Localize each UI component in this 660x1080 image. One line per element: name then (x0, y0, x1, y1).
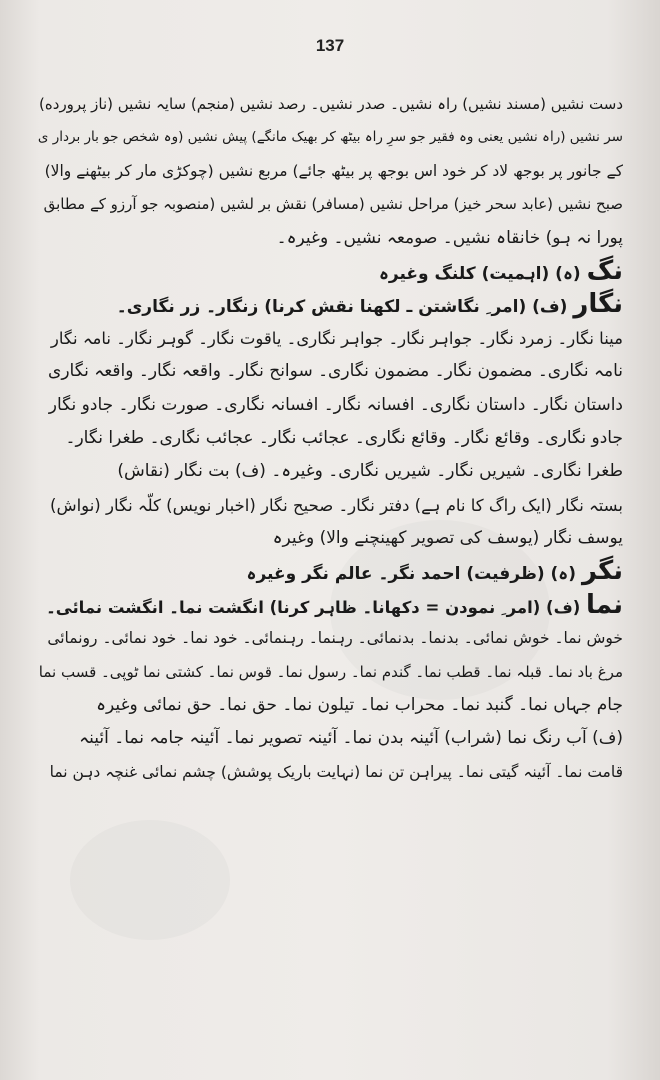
line-text: (ہ) (اہمیت) کلنگ وغیرہ (378, 263, 587, 284)
line-text: قامت نما۔ آئینہ گیتی نما۔ پیراہن تن نما (نہایت باریک پوشش) چشم نمائی غنچہ دہن نما (49, 762, 623, 781)
line-text: خوش نما۔ خوش نمائی۔ بدنما۔ بدنمائی۔ رہنما۔ رہنمائی۔ خود نما۔ خود نمائی۔ رونمائی (47, 629, 623, 648)
headword: نما (586, 589, 623, 620)
line-text: یوسف نگار (یوسف کی تصویر کھینچنے والا) وغیرہ (272, 528, 623, 549)
text-line (38, 355, 623, 388)
text-line (38, 689, 623, 722)
line-text: پورا نہ ہو) خانقاہ نشیں۔ صومعہ نشیں۔ وغیرہ۔ (276, 227, 623, 248)
line-text: سر نشیں (راہ نشیں یعنی وہ فقیر جو سرِ راہ بیٹھ کر بھیک مانگے) پیش نشیں (وہ شخص جو بار بردار ی (38, 129, 623, 146)
line-text: جادو نگاری۔ وقائع نگار۔ وقائع نگاری۔ عجائب نگار۔ عجائب نگاری۔ طغرا نگار۔ (65, 427, 623, 448)
line-text: (ہ) (ظرفیت) احمد نگر۔ عالم نگر وغیرہ (246, 564, 582, 585)
entry-heading-line (38, 255, 623, 288)
text-line (38, 88, 623, 121)
text-line (38, 455, 623, 488)
page-number: 137 (315, 36, 345, 55)
text-line (38, 622, 623, 655)
line-text: (ف) (امر ِ نگاشتن ـ لکھنا نقش کرنا) زنگار۔ زر نگاری۔ (116, 297, 574, 318)
line-text: نامہ نگاری۔ مضمون نگار۔ مضمون نگاری۔ سوانح نگار۔ واقعہ نگار۔ واقعہ نگاری (48, 361, 623, 382)
entry-heading-line (38, 288, 623, 321)
line-text: مرغ باد نما۔ قبلہ نما۔ قطب نما۔ گندم نما۔ رسول نما۔ قوس نما۔ کشتی نما ٹوپی۔ قسب نما (38, 662, 623, 681)
line-text: بستہ نگار (ایک راگ کا نام ہے) دفتر نگار۔ صحیح نگار (اخبار نویس) کلّہ نگار (نواش) (50, 495, 623, 515)
text-line (38, 121, 623, 154)
line-text: (ف) آب رنگ نما (شراب) آئینہ بدن نما۔ آئینہ تصویر نما۔ آئینہ جامہ نما۔ آئینہ (79, 728, 623, 749)
text-body (38, 88, 623, 789)
text-line (38, 422, 623, 455)
text-line (38, 389, 623, 422)
text-line (38, 522, 623, 555)
entry-heading-line (38, 589, 623, 622)
text-line (38, 656, 623, 689)
text-line (38, 155, 623, 188)
text-line (38, 222, 623, 255)
line-text: کے جانور پر بوجھ لاد کر خود اس بوجھ پر بیٹھ جائے) مربع نشیں (چوکڑی مار کر بیٹھنے والا) (44, 161, 623, 180)
line-text: مینا نگار۔ زمرد نگار۔ جواہر نگار۔ جواہر نگاری۔ یاقوت نگار۔ گوہر نگار۔ نامہ نگار (50, 328, 623, 348)
headword: نگار (573, 289, 623, 320)
line-text: داستان نگار۔ داستان نگاری۔ افسانہ نگار۔ افسانہ نگاری۔ صورت نگار۔ جادو نگار (48, 394, 623, 415)
line-text: جام جہاں نما۔ گنبد نما۔ محراب نما۔ تیلون نما۔ حق نما۔ حق نمائی وغیرہ (96, 695, 623, 716)
entry-heading-line (38, 555, 623, 588)
line-text: صبح نشیں (عابد سحر خیز) مراحل نشیں (مسافر) نقش بر لشیں (منصوبہ جو آرزو کے مطابق (43, 195, 623, 214)
text-line (38, 756, 623, 789)
line-text: دست نشیں (مسند نشیں) راہ نشیں۔ صدر نشیں۔ رصد نشیں (منجم) سایہ نشیں (ناز پرورده) (39, 95, 623, 113)
ink-bleed-mark (70, 820, 230, 940)
line-text: طغرا نگاری۔ شیریں نگار۔ شیریں نگاری۔ وغیرہ۔ (ف) بت نگار (نقاش) (117, 461, 623, 482)
text-line (38, 722, 623, 755)
text-line (38, 188, 623, 221)
line-text: (ف) (امر ِ نمودن = دکھانا۔ ظاہر کرنا) انگشت نما۔ انگشت نمائی۔ (46, 597, 587, 617)
headword: نگر (581, 556, 623, 587)
headword: نگ (586, 255, 623, 286)
text-line (38, 489, 623, 522)
text-line (38, 322, 623, 355)
